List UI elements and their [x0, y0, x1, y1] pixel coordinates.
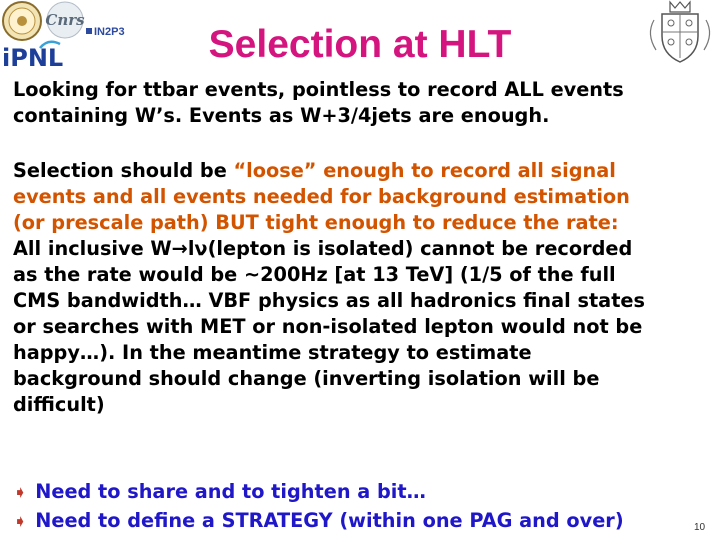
selection-text: Selection should be: [13, 159, 234, 182]
selection-line: [13, 392, 713, 418]
selection-line: [13, 366, 713, 392]
selection-line: [13, 340, 713, 366]
selection-text: difficult): [13, 393, 105, 416]
page-title: Selection at HLT: [208, 23, 512, 66]
cnrs-logo-text: Cnrs: [45, 11, 85, 29]
conclusion-bullets: [13, 478, 713, 536]
selection-line: [13, 236, 713, 262]
bullet-text: Need to define a STRATEGY (within one PAG and over): [35, 509, 624, 532]
selection-text: All inclusive W: [13, 237, 172, 260]
in2p3-logo-text: IN2P3: [94, 26, 125, 38]
selection-line: [13, 184, 713, 210]
bullet-share-tighten: [13, 478, 713, 507]
selection-line: [13, 288, 713, 314]
selection-text: CMS bandwidth… VBF physics as all hadronics final states: [13, 289, 645, 312]
selection-text: events and all events needed for background estimation: [13, 185, 630, 208]
page-number: 10: [694, 522, 706, 533]
selection-line: [13, 158, 713, 184]
ipnl-logo-text: iPNL: [2, 44, 64, 72]
right-triangle-arrow-icon: ➧: [13, 483, 28, 503]
selection-text: background should change (inverting isolation will be: [13, 367, 600, 390]
selection-line: [13, 210, 713, 236]
bullet-text: Need to share and to tighten a bit…: [35, 480, 426, 503]
selection-paragraph: [13, 158, 713, 418]
right-arrow-icon: →: [171, 237, 188, 260]
selection-text: or searches with MET or non-isolated lepton would not be: [13, 315, 643, 338]
right-triangle-arrow-icon: ➧: [13, 512, 28, 532]
selection-text: as the rate would be ~200Hz [at 13 TeV] (1/5 of the full: [13, 263, 616, 286]
intro-text: Looking for ttbar events, pointless to record ALL events containing W’s. Events as W+3/4jets are enough.: [13, 78, 624, 127]
selection-text: “loose” enough to record all signal: [233, 159, 616, 182]
bullet-define-strategy: [13, 507, 713, 536]
selection-text: (or prescale path) BUT tight enough to reduce the rate:: [13, 211, 619, 234]
selection-line: [13, 262, 713, 288]
selection-text: lν(lepton is isolated) cannot be recorded: [187, 237, 633, 260]
intro-paragraph: [13, 77, 693, 129]
selection-line: [13, 314, 713, 340]
selection-text: happy…). In the meantime strategy to estimate: [13, 341, 532, 364]
